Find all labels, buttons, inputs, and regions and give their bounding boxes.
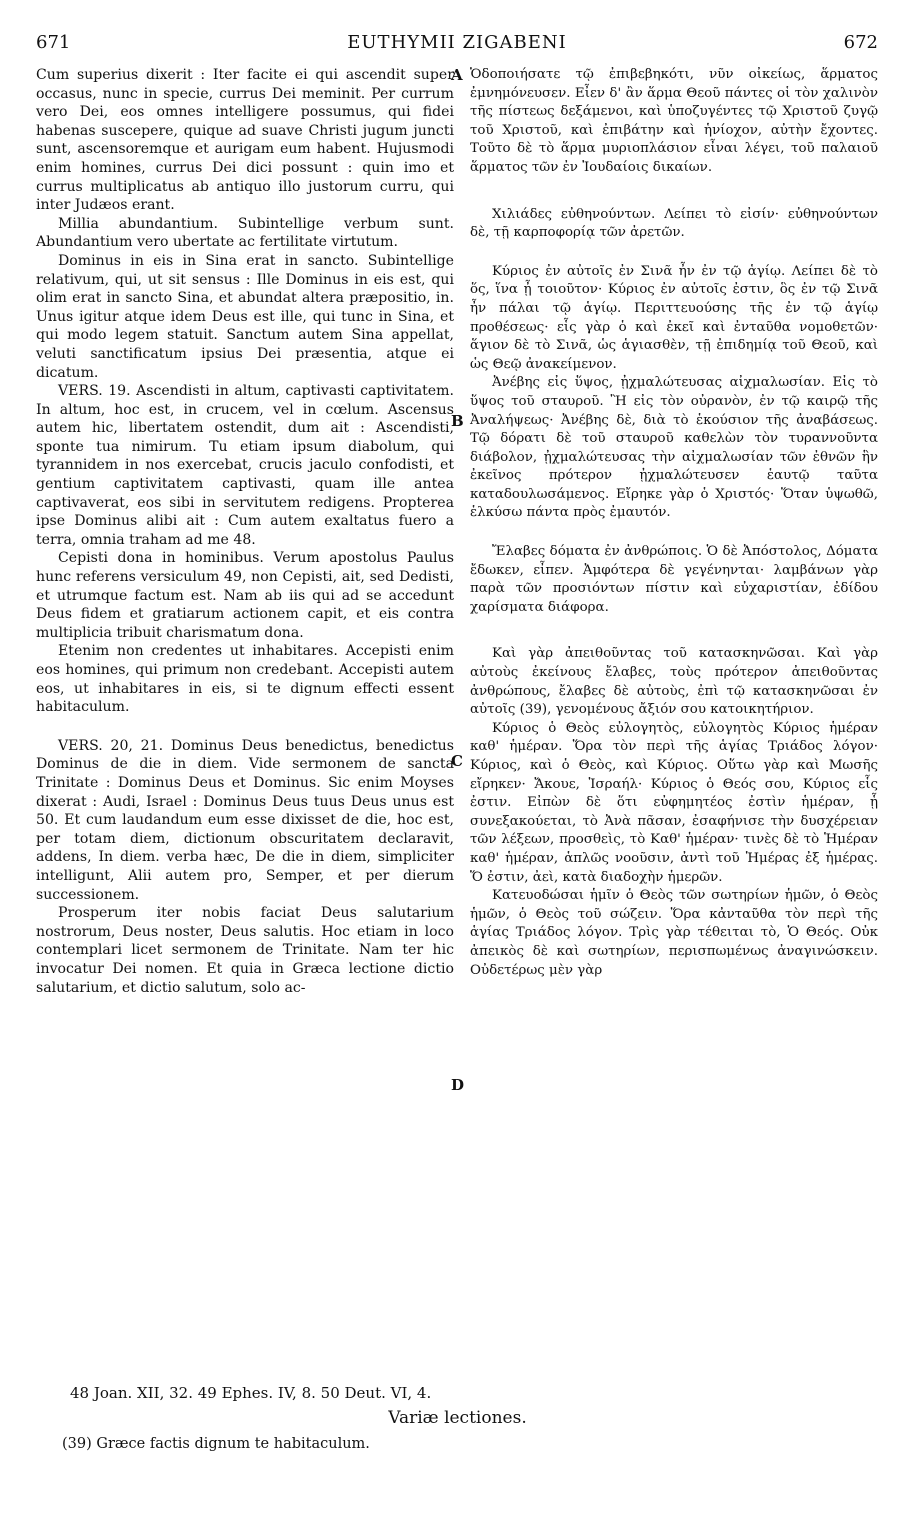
- margin-marker-d: D: [451, 1076, 465, 1094]
- latin-paragraph: Millia abundantium. Subintellige verbum sunt. Abundantium vero ubertate ac fertilitate virtutum.: [36, 215, 454, 251]
- greek-paragraph: Κύριος ἐν αὐτοῖς ἐν Σινᾶ ἦν ἐν τῷ ἁγίῳ. Λείπει δὲ τὸ ὅς, ἵνα ᾖ τοιοῦτον· Κύριος ἐν αὐτοῖς ἐστιν, ὃς ἐν τῷ Σινᾶ ἦν πάλαι τῷ ἁγίῳ. Περιττευούσης τῆς ἐν τῷ ἁγίῳ προθέσεως· εἷς γὰρ ὁ καὶ ἐκεῖ καὶ ἐνταῦθα νομοθετῶν· ἅγιον δὲ τὸ Σινᾶ, ὡς ἁγιασθὲν, τῇ ἐπιδημίᾳ τοῦ Θεοῦ, καὶ ὡς Θεῷ ἀνακείμενον.: [470, 263, 878, 372]
- greek-paragraph: Χιλιάδες εὐθηνούντων. Λείπει τὸ εἰσίν· εὐθηνούντων δὲ, τῇ καρποφορίᾳ τῶν ἀρετῶν.: [470, 206, 878, 241]
- spacer: [470, 523, 878, 543]
- footnotes: 48 Joan. XII, 32. 49 Ephes. IV, 8. 50 Deut. VI, 4.: [70, 1384, 432, 1402]
- spacer: [470, 617, 878, 645]
- greek-paragraph: Ὁδοποιήσατε τῷ ἐπιβεβηκότι, νῦν οἰκείως, ἅρματος ἐμνημόνευσεν. Εἶεν δ' ἂν ἅρμα Θεοῦ πάντες οἱ τὸν χαλινὸν τῆς πίστεως δεξάμενοι, καὶ ὑποζυγέντες τῷ Χριστοῦ ζυγῷ τοῦ Χριστοῦ, καὶ ἐπιβάτην καὶ ἡνίοχον, αὐτὴν ἔχοντες. Τοῦτο δὲ τὸ ἅρμα μυριοπλάσιον εἶναι λέγει, τοῦ παλαιοῦ ἅρματος τῶν ἐν Ἰουδαίοις δικαίων.: [470, 67, 878, 175]
- latin-paragraph: Etenim non credentes ut inhabitares. Accepisti enim eos homines, qui primum non credebant. Accepisti autem eos, ut inhabitares in eis, si te dignum effecti essent habitaculum.: [36, 643, 454, 716]
- greek-paragraph: Ἀνέβης εἰς ὕψος, ᾐχμαλώτευσας αἰχμαλωσίαν. Εἰς τὸ ὕψος τοῦ σταυροῦ. Ἢ εἰς τὸν οὐρανὸν, ἐν τῷ καιρῷ τῆς Ἀναλήψεως· Ἀνέβης δὲ, διὰ τὸ ἑκούσιον τῆς ἀναβάσεως. Τῷ δόρατι δὲ τοῦ σταυροῦ καθελὼν τὸν τυραννοῦντα διάβολον, ᾐχμαλώτευσας τὴν αἰχμαλωσίαν τῶν ἐθνῶν ἣν ἐκεῖνος πρότερον ᾐχμαλώτευσεν ἑαυτῷ ταῦτα καταδουλωσάμενος. Εἴρηκε γὰρ ὁ Χριστός· Ὅταν ὑψωθῶ, ἑλκύσω πάντα πρὸς ἐμαυτόν.: [470, 375, 878, 521]
- margin-marker-a: A: [451, 66, 463, 84]
- variant-note: (39) Græce factis dignum te habitaculum.: [62, 1436, 370, 1452]
- greek-paragraph: Κατευοδώσαι ἡμῖν ὁ Θεὸς τῶν σωτηρίων ἡμῶν, ὁ Θεὸς ἡμῶν, ὁ Θεὸς τοῦ σώζειν. Ὅρα κἀνταῦθα τὸν περὶ τῆς ἁγίας Τριάδος λόγον. Τρὶς γὰρ τέθειται τὸ, Ὁ Θεός. Οὐκ ἀπεικὸς δὲ καὶ σωτηρίων, περισπωμένως ἀναγινώσκειν. Οὐδετέρως μὲν γὰρ: [470, 888, 878, 978]
- greek-paragraph: Ἔλαβες δόματα ἐν ἀνθρώποις. Ὁ δὲ Ἀπόστολος, Δόματα ἔδωκεν, εἶπεν. Ἀμφότερα δὲ γεγένηνται· λαμβάνων γὰρ παρὰ τῶν προσιόντων πίστιν καὶ εὐχαριστίαν, ἐδίδου χαρίσματα διάφορα.: [470, 544, 878, 615]
- greek-paragraph: Κύριος ὁ Θεὸς εὐλογητὸς, εὐλογητὸς Κύριος ἡμέραν καθ' ἡμέραν. Ὅρα τὸν περὶ τῆς ἁγίας Τριάδος λόγον· Κύριος, καὶ ὁ Θεὸς, καὶ Κύριος. Οὕτω γὰρ καὶ Μωσῆς εἴρηκεν· Ἄκουε, Ἰσραήλ· Κύριος ὁ Θεός σου, Κύριος εἷς ἐστιν. Εἰπὼν δὲ ὅτι εὐφημητέος ἐστὶν ἡμέραν, ᾗ συνεξακούεται, τὸ Ἀνὰ πᾶσαν, ἐσαφήνισε τὴν δυσχέρειαν τῶν λέξεων, προσθεὶς, τὸ Καθ' ἡμέραν· τινὲς δὲ τὸ Ἡμέραν καθ' ἡμέραν, ἁπλῶς νοοῦσιν, ἀντὶ τοῦ Ἡμέρας ἐξ ἡμέρας. Ὅ ἐστιν, ἀεὶ, κατὰ διαδοχὴν ἡμερῶν.: [470, 720, 878, 885]
- page-header: [36, 32, 878, 56]
- spacer: [470, 243, 878, 263]
- page-number-left: 671: [36, 32, 71, 53]
- page-number-right: 672: [843, 32, 878, 53]
- latin-paragraph: VERS. 20, 21. Dominus Deus benedictus, benedictus Dominus de die in diem. Vide sermonem de sancta Trinitate : Dominus Deus et Dominus. Sic enim Moyses dixerat : Audi, Israel : Dominus Deus tuus Deus unus est 50. Et cum laudandum eum esse dixisset de die, hoc est, per totam diem, dictionum obscuritatem declaravit, addens, In diem. verba hæc, De die in diem, simpliciter intelligunt, Alii autem pro, Semper, et per dierum successionem.: [36, 737, 454, 903]
- running-title: EUTHYMII ZIGABENI: [347, 32, 567, 53]
- latin-paragraph: Dominus in eis in Sina erat in sancto. Subintellige relativum, qui, ut sit sensus : Ille Dominus in eis est, qui olim erat in sancto Sina, et abundat altera præpositio, in. Unus igitur atque idem Deus est ille, qui tunc in Sina, et qui modo legem statuit. Sanctum autem Sina appellat, veluti sanctificatum ipsius Dei præsentia, atque ei dicatum.: [36, 252, 454, 381]
- latin-paragraph: Cum superius dixerit : Iter facite ei qui ascendit super occasus, nunc in specie, currus Dei meminit. Per currum vero Dei, eos omnes intelligere possumus, qui fidei habenas suscepere, quique ad suave Christi jugum juncti sunt, ascensoremque et aurigam eum habent. Hujusmodi enim homines, currus Dei dici possunt : quin imo et currus multiplicatus ab antiquo illo justorum curru, qui inter Judæos erant.: [36, 67, 454, 214]
- margin-marker-c: C: [451, 752, 463, 770]
- spacer: [470, 178, 878, 206]
- latin-paragraph: VERS. 19. Ascendisti in altum, captivasti captivitatem. In altum, hoc est, in crucem, vel in cœlum. Ascensus autem hic, libertatem ostendit, dum ait : Ascendisti, sponte tua nimirum. Tu etiam ipsum diabolum, qui tyrannidem in nos exercebat, crucis jaculo confodisti, et gentium captivitatem captivasti, quam ille antea captivaverat, eos sibi in servitutem redigens. Propterea ipse Dominus alibi ait : Cum autem exaltatus fuero a terra, omnia traham ad me 48.: [36, 383, 454, 548]
- latin-paragraph: Prosperum iter nobis faciat Deus salutarium nostrorum, Deus noster, Deus salutis. Hoc etiam in loco contemplari licet sermonem de Trinitate. Nam ter hic invocatur Dei nomen. Et quia in Græca lectione dictio salutarium, et dictio salutum, solo ac-: [36, 905, 454, 996]
- variae-lectiones-heading: Variæ lectiones.: [388, 1408, 527, 1428]
- latin-column: [36, 66, 454, 997]
- greek-paragraph: Καὶ γὰρ ἀπειθοῦντας τοῦ κατασκηνῶσαι. Καὶ γὰρ αὐτοὺς ἐκείνους ἔλαβες, τοὺς πρότερον ἀπειθοῦντας ἀνθρώπους, ἔλαβες δὲ αὐτοὺς, ἐπὶ τῷ κατασκηνῶσαι ἐν αὐτοῖς (39), γενομένους ἄξιόν σου κατοικητήριον.: [470, 646, 878, 718]
- spacer: [36, 717, 454, 737]
- greek-column: [470, 66, 878, 980]
- margin-marker-b: B: [451, 412, 464, 430]
- latin-paragraph: Cepisti dona in hominibus. Verum apostolus Paulus hunc referens versiculum 49, non Cepisti, ait, sed Dedisti, et utrumque factum est. Nam ab iis qui ad se accedunt Deus fidem et gratiarum actionem capit, et eis contra multiplicia tribuit charismatum dona.: [36, 550, 454, 641]
